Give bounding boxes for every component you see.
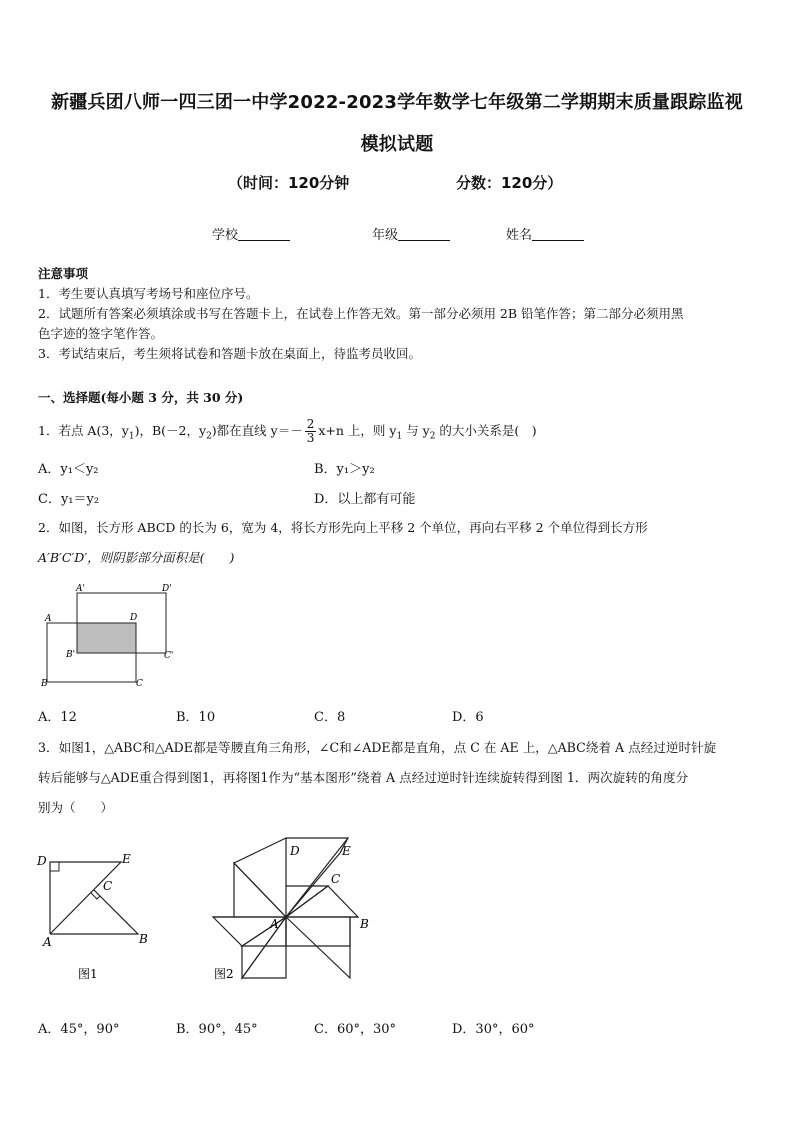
fraction-denominator: 3 (306, 431, 315, 445)
q1-option-d[interactable]: D．以上都有可能 (314, 492, 416, 507)
school-field[interactable] (212, 224, 290, 243)
q1-option-c[interactable]: C．y₁＝y₂ (38, 492, 100, 507)
note-item: 2．试题所有答案必须填涂或书写在答题卡上，在试卷上作答无效。第一部分必须用 2B 铅笔作答；第二部分必须用黑 (38, 306, 684, 321)
school-label: 学校 (212, 228, 239, 243)
fig2-label-D: D (290, 844, 300, 858)
name-field[interactable] (506, 224, 584, 243)
q2-option-a[interactable]: A．12 (38, 710, 77, 725)
question-1-stem (38, 418, 537, 447)
q1-text-e: 与 y (402, 423, 430, 438)
q1-sub: 2 (206, 431, 212, 442)
fig1-label-D: D (37, 854, 47, 868)
label-B: B (41, 679, 48, 689)
q3-option-a[interactable]: A．45°，90° (38, 1022, 120, 1037)
paper-title-line2: 模拟试题 (360, 134, 434, 155)
label-A-prime: A' (76, 584, 85, 594)
label-D: D (130, 613, 138, 623)
q1-fraction (305, 418, 317, 445)
q1-sub: 1 (396, 431, 403, 442)
q1-sub: 2 (429, 431, 436, 442)
q2-option-b[interactable]: B．10 (176, 710, 216, 725)
grade-field[interactable] (372, 224, 450, 243)
fig2-label-E: E (342, 844, 351, 858)
pinwheel (213, 838, 358, 978)
label-C: C (136, 679, 143, 689)
label-D-prime: D' (162, 584, 172, 594)
q1-text-c: )都在直线 y＝－ (211, 423, 303, 438)
shaded-overlap (77, 623, 136, 653)
q3-figure-1 (34, 848, 164, 988)
paper-title-line1: 新疆兵团八师一四三团一中学2022-2023学年数学七年级第二学期期末质量跟踪监视 (51, 92, 743, 113)
q3-figure-2 (208, 830, 378, 1008)
fig2-label-B: B (360, 917, 369, 931)
exam-time: （时间：120分钟 (228, 174, 350, 192)
notes-heading: 注意事项 (38, 266, 89, 281)
grade-label: 年级 (372, 228, 399, 243)
fig1-label-C: C (103, 879, 113, 893)
right-angle-mark-D (50, 862, 59, 871)
question-3-stem-line2: 转后能够与△ADE重合得到图1，再将图1作为“基本图形”绕着 A 点经过逆时针连续旋转得到图 1．两次旋转的角度分 (38, 770, 689, 785)
q1-sub: 1 (128, 431, 135, 442)
q1-text-f: 的大小关系是( ) (435, 423, 537, 438)
q1-text-b: )，B(－2，y (134, 423, 207, 438)
q3-option-c[interactable]: C．60°，30° (314, 1022, 397, 1037)
question-2-stem-line1: 2．如图，长方形 ABCD 的长为 6，宽为 4，将长方形先向上平移 2 个单位，再向右平移 2 个单位得到长方形 (38, 520, 648, 535)
name-label: 姓名 (506, 228, 533, 243)
q3-option-b[interactable]: B．90°，45° (176, 1022, 258, 1037)
fig2-caption: 图2 (214, 967, 234, 981)
q2-option-d[interactable]: D．6 (452, 710, 484, 725)
grade-blank[interactable] (398, 228, 450, 241)
fig2-label-C: C (331, 872, 341, 886)
fig1-label-A: A (43, 935, 52, 949)
question-2-stem-line2: A′B′C′D′，则阴影部分面积是( ) (38, 550, 235, 565)
section-heading: 一、选择题(每小题 3 分，共 30 分) (38, 390, 244, 405)
q1-text-a: 1．若点 A(3，y (38, 423, 129, 438)
question-3-stem-line3: 别为（ ） (38, 800, 114, 815)
notes-list (38, 284, 758, 364)
question-3-stem-line1: 3．如图1，△ABC和△ADE都是等腰直角三角形，∠C和∠ADE都是直角，点 C 在 AE 上，△ABC绕着 A 点经过逆时针旋 (38, 740, 717, 755)
fig1-label-B: B (139, 932, 148, 946)
fig1-caption: 图1 (78, 967, 98, 981)
fig1-label-E: E (122, 852, 131, 866)
triangle-ADE (50, 862, 121, 934)
note-item: 1．考生要认真填写考场号和座位序号。 (38, 286, 259, 301)
q1-text-d: x+n 上，则 y (318, 423, 397, 438)
school-blank[interactable] (238, 228, 290, 241)
q1-option-a[interactable]: A．y₁＜y₂ (38, 462, 99, 477)
label-A: A (45, 614, 52, 624)
note-item: 色字迹的签字笔作答。 (38, 326, 164, 341)
q3-option-d[interactable]: D．30°，60° (452, 1022, 535, 1037)
q2-figure (36, 580, 186, 692)
fig2-label-A: A (270, 917, 279, 931)
label-C-prime: C' (164, 651, 174, 661)
label-B-prime: B' (66, 650, 76, 660)
name-blank[interactable] (532, 228, 584, 241)
exam-score: 分数：120分） (456, 174, 563, 192)
q2-option-c[interactable]: C．8 (314, 710, 346, 725)
note-item: 3．考试结束后，考生须将试卷和答题卡放在桌面上，待监考员收回。 (38, 346, 421, 361)
q1-option-b[interactable]: B．y₁＞y₂ (314, 462, 375, 477)
fraction-numerator: 2 (306, 417, 315, 431)
